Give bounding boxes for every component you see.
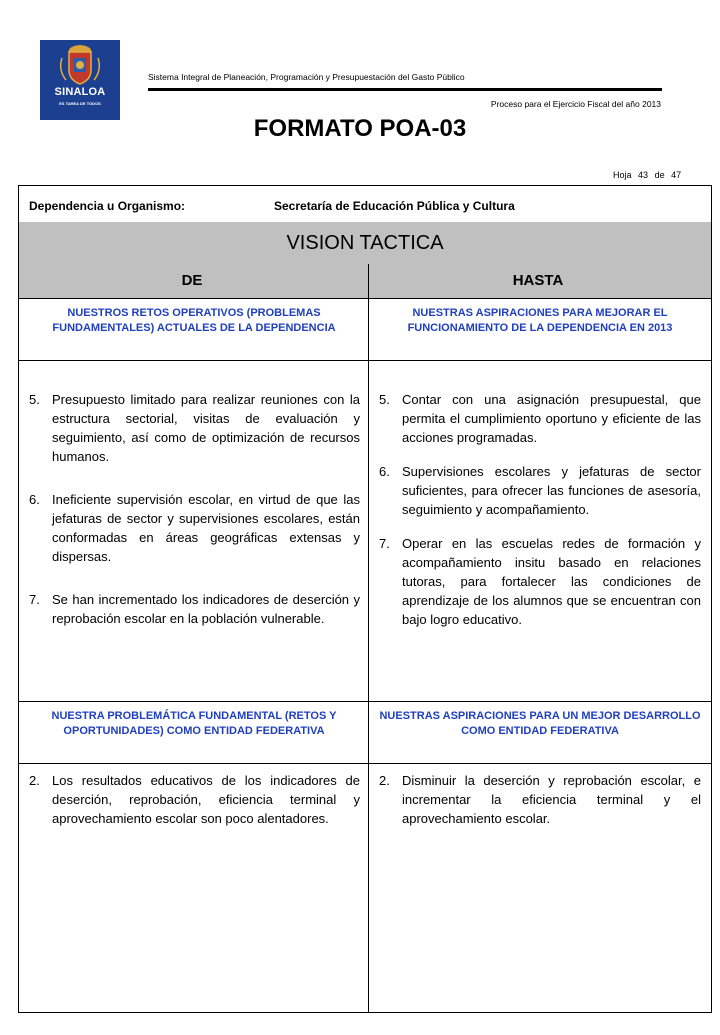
dependency-row [19,186,711,223]
process-text: Proceso para el Ejercicio Fiscal del año 2013 [490,99,661,109]
list-item: 2. Disminuir la deserción y reprobación escolar, e incrementar la eficiencia terminal y el aprovechamiento escolar. [379,773,701,826]
section-title: VISION TACTICA [19,222,711,265]
sinaloa-logo [40,40,120,120]
block2-right-list [379,771,701,828]
page-indicator [613,170,685,180]
page-title: FORMATO POA-03 [253,115,467,142]
page-label: Hoja [613,170,632,180]
page-total: 47 [671,170,682,180]
column-header-from: DE [181,272,203,289]
block1-left-list [29,390,360,628]
block2-heading-divider [19,763,711,764]
list-item: 5. Presupuesto limitado para realizar reuniones con la estructura sectorial, visitas de evaluación y seguimiento, así como de optimización de recursos humanos. [29,392,360,464]
logo-tagline: ES TAREA DE TODOS [59,101,101,106]
list-item: 2. Los resultados educativos de los indicadores de deserción, reprobación, eficiencia terminal y aprovechamiento escolar son poco alentadores. [29,773,360,826]
block2-right-heading: NUESTRAS ASPIRACIONES PARA UN MEJOR DESARROLLO COMO ENTIDAD FEDERATIVA [379,710,701,737]
logo-name: SINALOA [54,86,106,98]
header-rule [148,88,662,91]
block1-heading-divider [19,360,711,361]
list-item: 5. Contar con una asignación presupuestal, que permita el cumplimiento oportuno y eficiente de las acciones programadas. [379,392,701,445]
list-item: 7. Operar en las escuelas redes de formación y acompañamiento insitu basado en relaciones tutoras, para fortalecer las condiciones de aprendizaje de los alumnos que se encuentran con bajo logro educativo. [379,536,701,627]
block2-left-heading: NUESTRA PROBLEMÁTICA FUNDAMENTAL (RETOS Y OPORTUNIDADES) COMO ENTIDAD FEDERATIVA [51,710,337,737]
form-box [18,185,712,1013]
page-of: de [654,170,665,180]
list-item: 7. Se han incrementado los indicadores de deserción y reprobación escolar en la población vulnerable. [29,592,360,626]
block1-right-heading: NUESTRAS ASPIRACIONES PARA MEJORAR EL FUNCIONAMIENTO DE LA DEPENDENCIA EN 2013 [407,307,673,334]
list-item: 6. Supervisiones escolares y jefaturas de sector suficientes, para ofrecer las funciones de asesoría, seguimiento y acompañamiento. [379,464,701,517]
block2-top-divider [19,701,711,702]
block1-right-list [379,390,701,629]
dependency-value: Secretaría de Educación Pública y Cultura [274,199,515,213]
page-current: 43 [638,170,649,180]
block1-left-heading: NUESTROS RETOS OPERATIVOS (PROBLEMAS FUNDAMENTALES) ACTUALES DE LA DEPENDENCIA [52,307,336,334]
list-item: 6. Ineficiente supervisión escolar, en virtud de que las jefaturas de sector y supervisiones escolares, están conformadas en áreas geográficas extensas y dispersas. [29,492,360,564]
column-divider [368,264,369,1012]
block2-left-list [29,771,360,828]
dependency-label: Dependencia u Organismo: [29,199,186,213]
coat-of-arms-icon [40,40,120,120]
system-text: Sistema Integral de Planeación, Programación y Presupuestación del Gasto Público [148,72,465,82]
column-header-row [19,264,711,299]
column-header-to: HASTA [512,272,564,289]
